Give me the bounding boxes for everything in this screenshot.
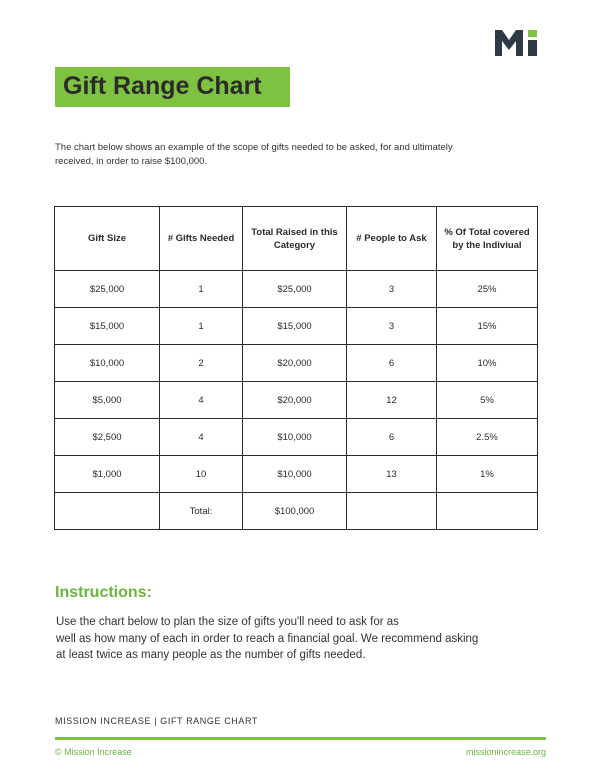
header-percent-of-total: % Of Total covered by the Indiviual (437, 207, 538, 271)
table-row (55, 345, 538, 382)
table-row (55, 271, 538, 308)
cell-gifts-needed: 4 (160, 419, 243, 456)
cell-people-to-ask: 12 (347, 382, 437, 419)
instructions-text (56, 614, 516, 664)
cell-total-raised: $15,000 (243, 308, 347, 345)
table-row (55, 419, 538, 456)
cell-gift-size: $1,000 (55, 456, 160, 493)
cell-total-raised: $10,000 (243, 456, 347, 493)
table-row (55, 382, 538, 419)
cell-gift-size: $25,000 (55, 271, 160, 308)
cell-gift-size: $10,000 (55, 345, 160, 382)
total-label: Total: (160, 493, 243, 530)
cell-people-to-ask: 6 (347, 419, 437, 456)
cell-total-raised: $20,000 (243, 345, 347, 382)
title-banner (55, 67, 290, 107)
cell-gifts-needed: 2 (160, 345, 243, 382)
footer-label: MISSION INCREASE | GIFT RANGE CHART (55, 716, 259, 726)
instructions-title: Instructions: (55, 584, 152, 601)
cell-total-raised: $20,000 (243, 382, 347, 419)
cell-percent-of-total: 1% (437, 456, 538, 493)
cell-percent-of-total: 10% (437, 345, 538, 382)
cell-percent-of-total: 5% (437, 382, 538, 419)
total-value: $100,000 (243, 493, 347, 530)
gift-range-table (54, 206, 538, 530)
instructions-line: well as how many of each in order to reach a financial goal. We recommend asking (56, 632, 479, 645)
header-total-raised: Total Raised in this Category (243, 207, 347, 271)
cell-people-to-ask: 13 (347, 456, 437, 493)
cell-percent-of-total: 15% (437, 308, 538, 345)
cell-gifts-needed: 10 (160, 456, 243, 493)
intro-paragraph: The chart below shows an example of the scope of gifts needed to be asked, for and ultimately received, in order to raise $100,000. (55, 142, 453, 167)
footer-divider (55, 737, 546, 740)
cell-empty (55, 493, 160, 530)
mi-logo-icon (495, 30, 537, 56)
table-row (55, 308, 538, 345)
page-title: Gift Range Chart (63, 72, 262, 100)
cell-gift-size: $15,000 (55, 308, 160, 345)
cell-total-raised: $25,000 (243, 271, 347, 308)
footer-website-link[interactable]: missionincrease.org (465, 747, 546, 757)
cell-people-to-ask: 3 (347, 271, 437, 308)
cell-gift-size: $2,500 (55, 419, 160, 456)
cell-empty (347, 493, 437, 530)
header-gifts-needed: # Gifts Needed (160, 207, 243, 271)
table-total-row (55, 493, 538, 530)
instructions-line: Use the chart below to plan the size of gifts you'll need to ask for as (56, 616, 399, 628)
cell-people-to-ask: 6 (347, 345, 437, 382)
header-people-to-ask: # People to Ask (347, 207, 437, 271)
table-header-row (55, 207, 538, 271)
cell-gift-size: $5,000 (55, 382, 160, 419)
instructions-line: at least twice as many people as the number of gifts needed. (56, 649, 366, 661)
cell-people-to-ask: 3 (347, 308, 437, 345)
header-gift-size: Gift Size (55, 207, 160, 271)
table-row (55, 456, 538, 493)
cell-gifts-needed: 1 (160, 271, 243, 308)
cell-empty (437, 493, 538, 530)
cell-gifts-needed: 1 (160, 308, 243, 345)
cell-percent-of-total: 25% (437, 271, 538, 308)
cell-total-raised: $10,000 (243, 419, 347, 456)
footer-copyright: © Mission Increase (55, 747, 132, 757)
cell-percent-of-total: 2.5% (437, 419, 538, 456)
cell-gifts-needed: 4 (160, 382, 243, 419)
